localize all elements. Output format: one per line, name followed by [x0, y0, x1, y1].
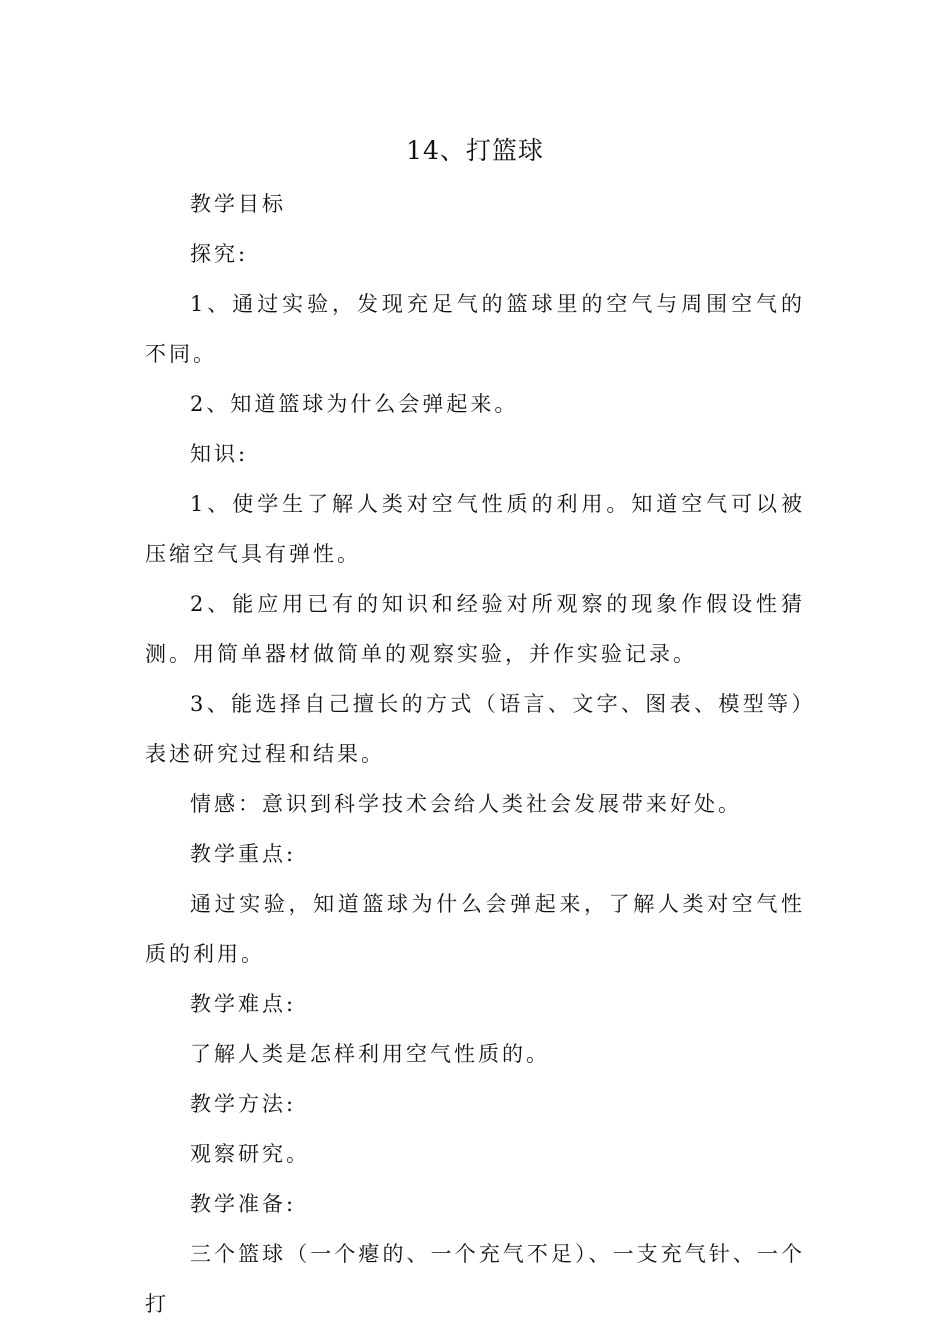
subheading-inquiry: 探究:	[190, 242, 249, 266]
paragraph-inquiry-1: 1、通过实验，发现充足气的篮球里的空气与周围空气的不同。	[145, 292, 805, 366]
heading-key-points: 教学重点:	[190, 842, 297, 866]
subheading-knowledge: 知识:	[190, 442, 249, 466]
heading-preparation: 教学准备:	[190, 1192, 297, 1216]
paragraph-knowledge-2: 2、能应用已有的知识和经验对所观察的现象作假设性猜测。用简单器材做简单的观察实验，并作实验记录。	[145, 592, 805, 666]
paragraph-methods: 观察研究。	[190, 1142, 310, 1166]
heading-methods: 教学方法:	[190, 1092, 297, 1116]
document-title: 14、打篮球	[406, 136, 544, 165]
paragraph-difficulties: 了解人类是怎样利用空气性质的。	[190, 1042, 550, 1066]
heading-teaching-objectives: 教学目标	[190, 192, 286, 216]
paragraph-inquiry-2: 2、知道篮球为什么会弹起来。	[190, 392, 519, 416]
paragraph-preparation: 三个篮球（一个瘪的、一个充气不足）、一支充气针、一个打	[145, 1242, 805, 1316]
paragraph-knowledge-3: 3、能选择自己擅长的方式（语言、文字、图表、模型等）表述研究过程和结果。	[145, 692, 805, 766]
heading-difficulties: 教学难点:	[190, 992, 297, 1016]
paragraph-key-points: 通过实验，知道篮球为什么会弹起来，了解人类对空气性质的利用。	[145, 892, 805, 966]
document-body	[145, 179, 805, 1329]
paragraph-emotion: 情感：意识到科学技术会给人类社会发展带来好处。	[190, 792, 742, 816]
paragraph-knowledge-1: 1、使学生了解人类对空气性质的利用。知道空气可以被压缩空气具有弹性。	[145, 492, 805, 566]
